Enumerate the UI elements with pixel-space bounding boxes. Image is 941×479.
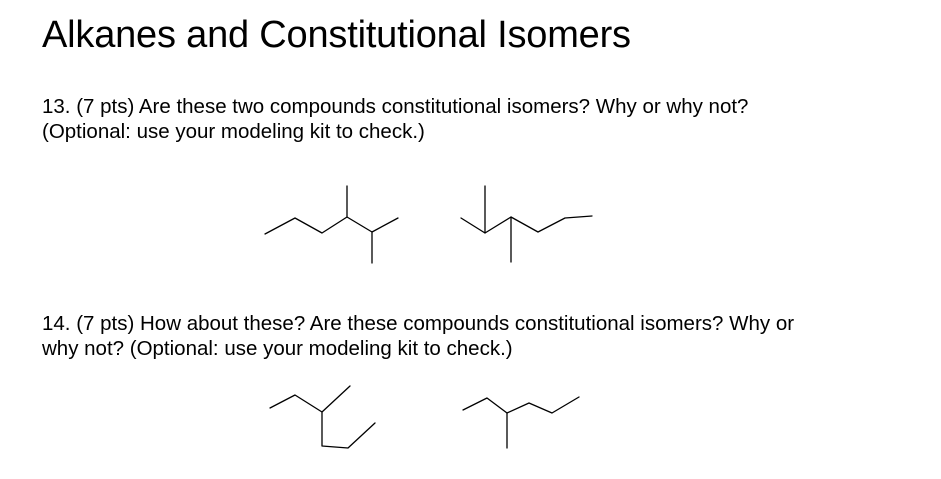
question-13 <box>42 94 748 144</box>
question-14 <box>42 311 794 361</box>
q14-molecule-a-branch <box>322 412 375 448</box>
q14-molecule-a-main-chain <box>270 386 350 412</box>
q13-molecule-b-main-chain <box>461 216 592 233</box>
question-13-line-1: 13. (7 pts) Are these two compounds constitutional isomers? Why or why not? <box>42 95 749 118</box>
question-14-line-1: 14. (7 pts) How about these? Are these compounds constitutional isomers? Why or <box>42 312 795 335</box>
q14-molecule-b-main-chain <box>463 397 579 413</box>
q13-molecule-a-skeletal-structure <box>255 180 405 270</box>
question-14-line-2: why not? (Optional: use your modeling kit to check.) <box>42 337 513 360</box>
page-title: Alkanes and Constitutional Isomers <box>42 14 631 56</box>
q13-molecule-b-skeletal-structure <box>455 180 605 270</box>
question-13-line-2: (Optional: use your modeling kit to check.) <box>42 120 425 143</box>
q14-molecule-a-skeletal-structure <box>260 378 390 468</box>
q14-molecule-b-skeletal-structure <box>455 385 605 465</box>
q13-molecule-a-main-chain <box>265 217 398 234</box>
